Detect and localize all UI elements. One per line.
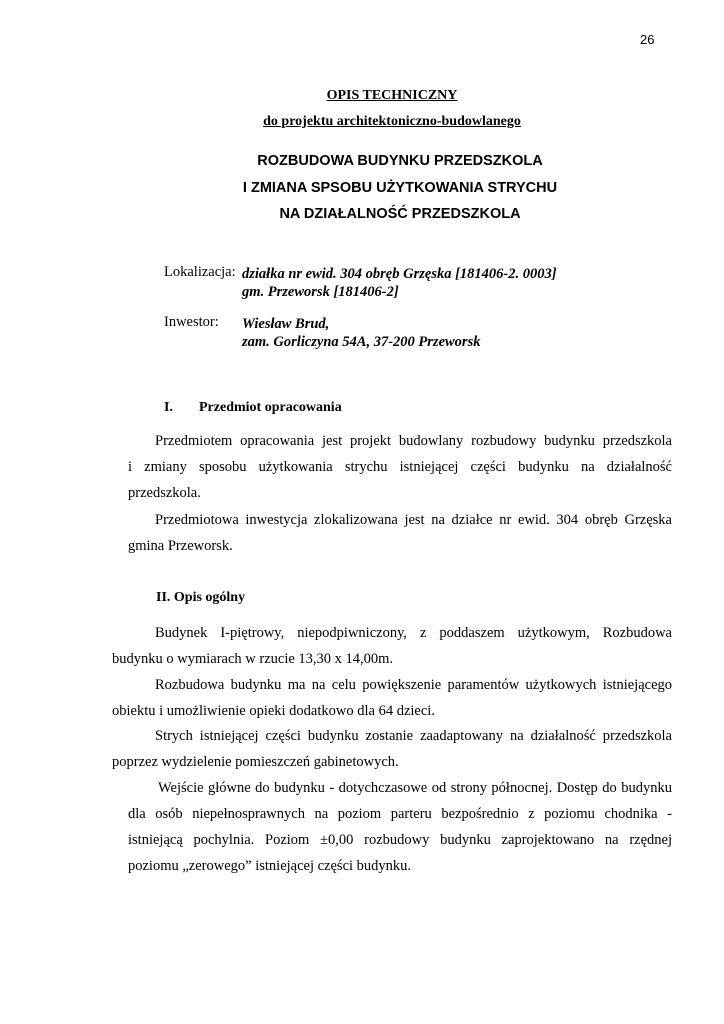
location-label: Lokalizacja:	[164, 264, 236, 280]
project-title-line-1: ROZBUDOWA BUDYNKU PRZEDSZKOLA	[257, 153, 543, 169]
paragraph-line: budynku o wymiarach w rzucie 13,30 x 14,00m.	[112, 651, 394, 667]
section-1-number: I.	[164, 400, 173, 415]
project-title-line-2: I ZMIANA SPSOBU UŻYTKOWANIA STRYCHU	[242, 180, 558, 196]
section-2-paragraph-4	[128, 775, 672, 879]
project-title-line-3: NA DZIAŁALNOŚĆ PRZEDSZKOLA	[279, 206, 521, 222]
paragraph-line: Wejście główne do budynku - dotychczasowe od strony północnej. Dostęp do budynku	[158, 780, 672, 796]
investor-label: Inwestor:	[164, 314, 219, 330]
paragraph-line: poziomu „zerowego” istniejącej części budynku.	[128, 858, 412, 874]
document-title: OPIS TECHNICZNY	[326, 88, 458, 103]
section-1-paragraph-2	[128, 507, 672, 559]
paragraph-line: poprzez wydzielenie pomieszczeń gabinetowych.	[112, 754, 399, 770]
location-value-line-1: działka nr ewid. 304 obręb Grzęska [181406-2. 0003]	[242, 266, 557, 282]
paragraph-line: obiektu i umożliwienie opieki dodatkowo dla 64 dzieci.	[112, 703, 435, 719]
paragraph-line: Przedmiotowa inwestycja zlokalizowana jest na działce nr ewid. 304 obręb Grzęska	[155, 512, 672, 528]
paragraph-line: i zmiany sposobu użytkowania strychu istniejącej części budynku na działalność	[128, 459, 672, 475]
investor-value-line-1: Wiesław Brud,	[242, 316, 330, 332]
paragraph-line: Budynek I-piętrowy, niepodpiwniczony, z poddaszem użytkowym, Rozbudowa	[155, 625, 672, 641]
paragraph-line: istniejącą pochylnia. Poziom ±0,00 rozbudowy budynku zaprojektowano na rzędnej	[128, 832, 672, 848]
section-2-paragraph-1	[112, 620, 672, 672]
section-2-title: II. Opis ogólny	[156, 590, 246, 605]
paragraph-line: Przedmiotem opracowania jest projekt budowlany rozbudowy budynku przedszkola	[155, 433, 672, 449]
paragraph-line: przedszkola.	[128, 485, 201, 501]
section-1-title: Przedmiot opracowania	[199, 400, 342, 415]
paragraph-line: Rozbudowa budynku ma na celu powiększenie paramentów użytkowych istniejącego	[155, 677, 672, 693]
page-number: 26	[640, 32, 655, 47]
paragraph-line: dla osób niepełnosprawnych na poziom parteru bezpośrednio z poziomu chodnika -	[128, 806, 672, 822]
document-subtitle: do projektu architektoniczno-budowlanego	[263, 114, 521, 129]
location-value-line-2: gm. Przeworsk [181406-2]	[242, 284, 399, 300]
investor-value-line-2: zam. Gorliczyna 54A, 37-200 Przeworsk	[242, 334, 481, 350]
section-1-paragraph-1	[128, 428, 672, 506]
section-2-paragraph-3	[112, 723, 672, 775]
paragraph-line: Strych istniejącej części budynku zostanie zaadaptowany na działalność przedszkola	[155, 728, 672, 744]
section-2-paragraph-2	[112, 672, 672, 724]
paragraph-line: gmina Przeworsk.	[128, 538, 233, 554]
